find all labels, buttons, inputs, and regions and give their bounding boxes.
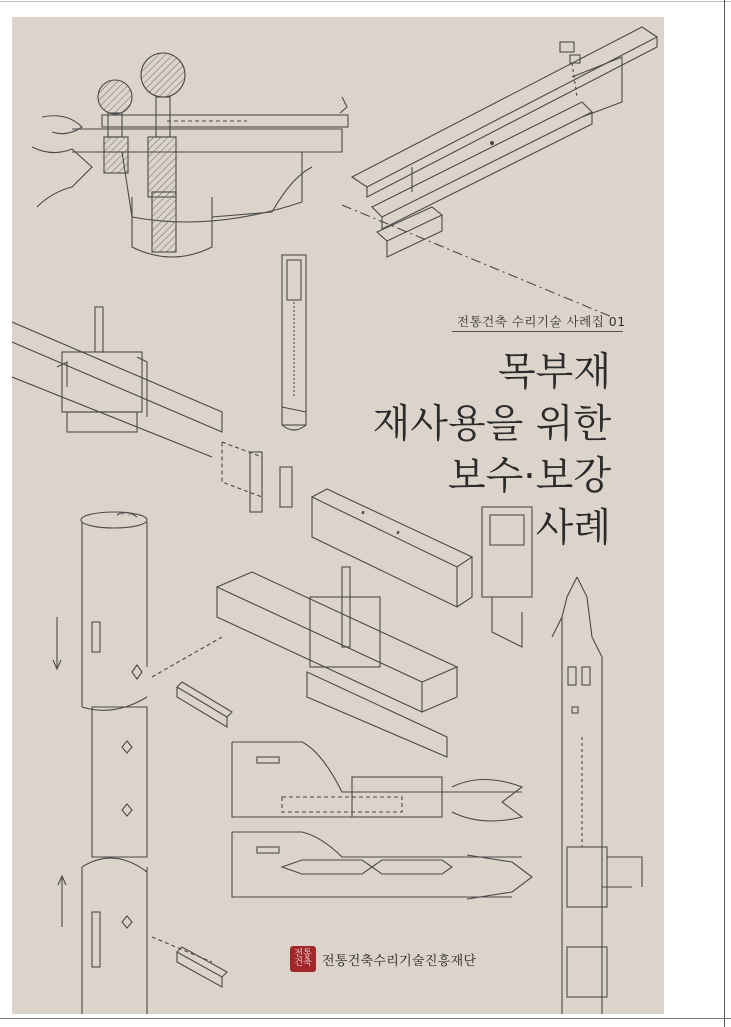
book-title <box>373 347 611 555</box>
publisher-block <box>290 944 476 974</box>
splice-joint-drawing <box>232 742 532 899</box>
bottom-rule <box>0 1018 731 1019</box>
publisher-seal-logo: 전통 건축 <box>290 946 316 972</box>
right-rule <box>724 0 725 1027</box>
bracket-joint-drawing <box>32 53 348 257</box>
post-tenon-drawing <box>282 255 306 430</box>
wedge-pieces-drawing <box>177 682 232 987</box>
top-rule <box>0 1 731 2</box>
mortise-box-drawing <box>217 567 457 757</box>
beam-joint-drawing <box>342 27 657 317</box>
series-label: 전통건축 수리기술 사례집 01 <box>457 314 626 329</box>
title-line-4: 사례 <box>535 506 611 551</box>
series-underline <box>452 331 623 332</box>
column-joint-drawing <box>53 512 222 1014</box>
book-cover <box>12 17 664 1014</box>
tall-bracket-drawing <box>552 577 642 1014</box>
publisher-name: 전통건축수리기술진흥재단 <box>322 953 477 969</box>
title-line-3: 보수·보강 <box>447 454 611 499</box>
dovetail-beam-drawing <box>12 307 222 457</box>
title-line-1: 목부재 <box>497 350 611 395</box>
title-line-2: 재사용을 위한 <box>372 402 611 447</box>
